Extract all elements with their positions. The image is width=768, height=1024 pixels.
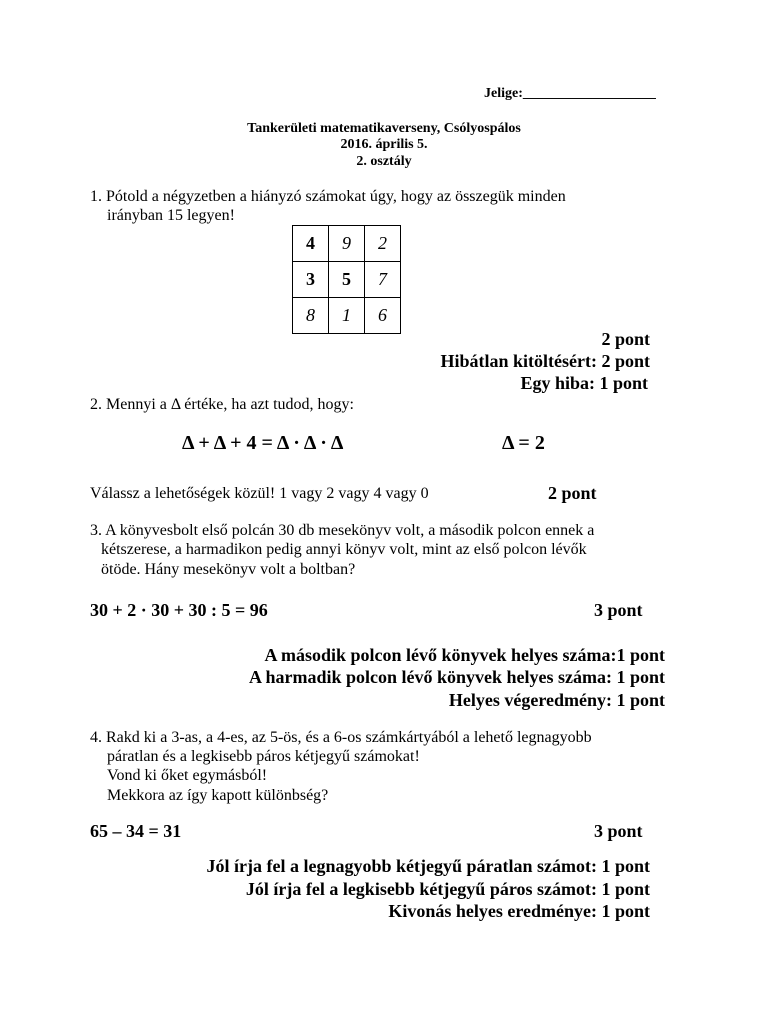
grade-label: 2. osztály [356,154,412,169]
q4-solution: 65 – 34 = 31 [90,821,182,841]
grid-cell: 8 [293,298,329,334]
q4-points: 3 pont [594,821,643,841]
q3-solution: 30 + 2 · 30 + 30 : 5 = 96 [90,600,268,620]
grid-cell: 2 [365,226,401,262]
grid-cell: 7 [365,262,401,298]
grid-cell: 1 [329,298,365,334]
q4-score-largest-odd: Jól írja fel a legnagyobb kétjegyű páratlan számot: 1 pont [206,856,650,876]
q4-text-line4: Mekkora az így kapott különbség? [107,787,329,804]
q4-text-line1: 4. Rakd ki a 3-as, a 4-es, az 5-ös, és a 6-os számkártyából a lehető legnagyobb [90,729,592,746]
grid-cell: 6 [365,298,401,334]
magic-square-grid [292,225,401,334]
grid-cell: 9 [329,226,365,262]
competition-date: 2016. április 5. [340,137,428,152]
q3-score-final: Helyes végeredmény: 1 pont [448,690,665,710]
q3-points: 3 pont [594,600,643,620]
q4-score-subtraction: Kivonás helyes eredménye: 1 pont [388,901,650,921]
q3-text-line2: kétszerese, a harmadikon pedig annyi könyv volt, mint az első polcon lévők [101,541,587,558]
q3-score-third-shelf: A harmadik polcon lévő könyvek helyes száma: 1 pont [248,667,665,687]
q3-score-second-shelf: A második polcon lévő könyvek helyes száma:1 pont [264,645,665,665]
grid-cell: 4 [293,226,329,262]
q1-text-line1: 1. Pótold a négyzetben a hiányzó számokat úgy, hogy az összegük minden [90,188,566,205]
q1-text-line2: irányban 15 legyen! [107,207,235,224]
grid-cell: 5 [329,262,365,298]
q2-equation: Δ + Δ + 4 = Δ · Δ · Δ [182,432,344,454]
q2-choose-text: Válassz a lehetőségek közül! 1 vagy 2 vagy 4 vagy 0 [90,485,429,502]
q4-text-line2: páratlan és a legkisebb páros kétjegyű számokat! [107,748,420,765]
q4-text-line3: Vond ki őket egymásból! [107,767,268,784]
q2-points: 2 pont [548,483,597,503]
q4-score-smallest-even: Jól írja fel a legkisebb kétjegyű páros számot: 1 pont [245,879,650,899]
q1-points: 2 pont [601,329,650,349]
q1-score-one-error: Egy hiba: 1 pont [520,373,648,393]
jelige-label: Jelige:___________________ [484,86,656,101]
q2-answer: Δ = 2 [502,432,545,454]
q3-text-line3: ötöde. Hány mesekönyv volt a boltban? [101,561,356,578]
grid-cell: 3 [293,262,329,298]
competition-title: Tankerületi matematikaverseny, Csólyospálos [247,121,521,136]
q2-text: 2. Mennyi a Δ értéke, ha azt tudod, hogy: [90,396,354,413]
q3-text-line1: 3. A könyvesbolt első polcán 30 db mesekönyv volt, a második polcon ennek a [90,522,595,539]
q1-score-full: Hibátlan kitöltésért: 2 pont [440,351,650,371]
